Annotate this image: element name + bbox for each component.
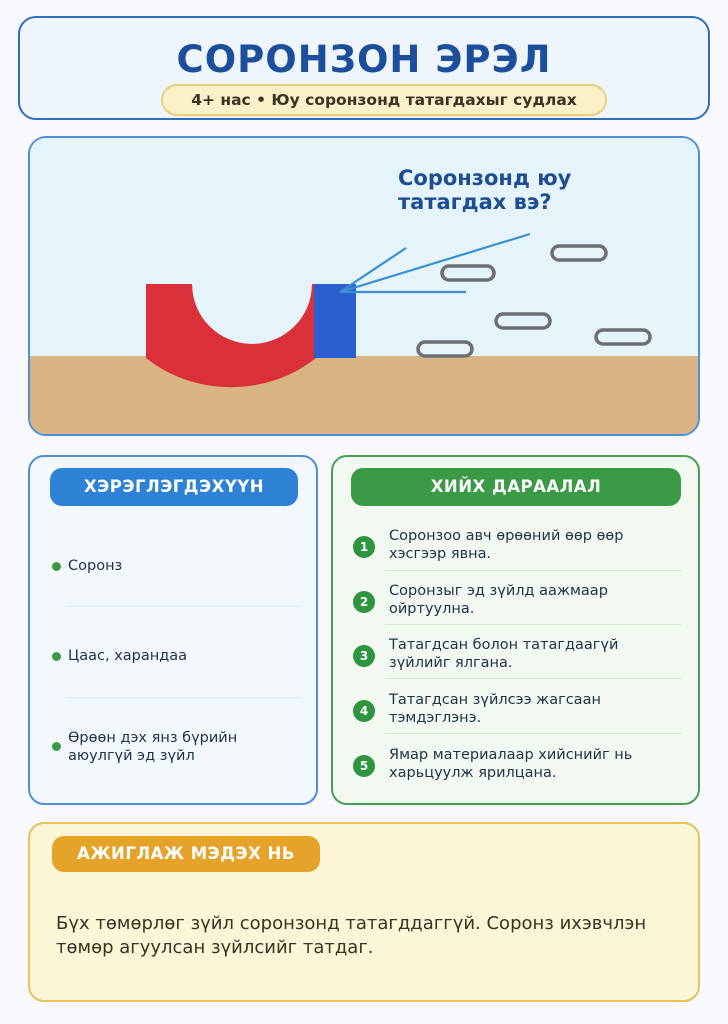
step-number-badge: 4 (353, 700, 375, 722)
header-card (18, 16, 710, 120)
step-number-badge: 1 (353, 536, 375, 558)
step-text: Соронзыг эд зүйлд аажмаар ойртуулна. (389, 583, 608, 617)
note-text: Бүх төмөрлөг зүйл соронзонд татагддаггүй. Соронз ихэвчлэн төмөр агуулсан зүйлсийг татдаг. (56, 913, 647, 958)
step-number-badge: 5 (353, 755, 375, 777)
divider (65, 606, 301, 607)
magnet-scene-illustration (28, 136, 700, 436)
step-item (353, 636, 681, 690)
divider (385, 733, 681, 734)
steps-panel (331, 455, 700, 805)
note-heading: АЖИГЛАЖ МЭДЭХ НЬ (52, 836, 320, 872)
step-text: Ямар материалаар хийснийг нь харьцуулж ярилцана. (389, 747, 633, 781)
divider (385, 678, 681, 679)
scene-question: Соронзонд юу татагдах вэ? (398, 166, 572, 214)
step-number-badge: 3 (353, 645, 375, 667)
observation-note-card (28, 822, 700, 1002)
step-text: Татагдсан зүйлсээ жагсаан тэмдэглэнэ. (389, 692, 601, 726)
bullet-dot-icon (52, 652, 61, 661)
bullet-dot-icon (52, 562, 61, 571)
ground-area (30, 356, 700, 436)
materials-panel: ХЭРЭГЛЭГДЭХҮҮН Соронз Цаас, харандаа Өрөөн дэх янз бүрийн аюулгүй эд зүйл (28, 455, 318, 805)
step-text: Соронзоо авч өрөөний өөр өөр хэсгээр явна. (389, 528, 624, 562)
step-number-badge: 2 (353, 591, 375, 613)
age-subtitle-badge: 4+ нас • Юу соронзонд татагдахыг судлах (161, 84, 607, 116)
page-title: СОРОНЗОН ЭРЭЛ (176, 38, 552, 81)
step-item (353, 527, 681, 581)
steps-heading: ХИЙХ ДАРААЛАЛ (351, 468, 681, 506)
step-item (353, 691, 681, 745)
materials-heading: ХЭРЭГЛЭГДЭХҮҮН (50, 468, 298, 506)
step-item (353, 582, 681, 636)
step-item (353, 746, 681, 800)
divider (385, 624, 681, 625)
divider (65, 697, 301, 698)
divider (385, 570, 681, 571)
bullet-dot-icon (52, 742, 61, 751)
magnet-blue-pole (314, 284, 356, 358)
step-text: Татагдсан болон татагдаагүй зүйлийг ялгана. (389, 637, 619, 671)
